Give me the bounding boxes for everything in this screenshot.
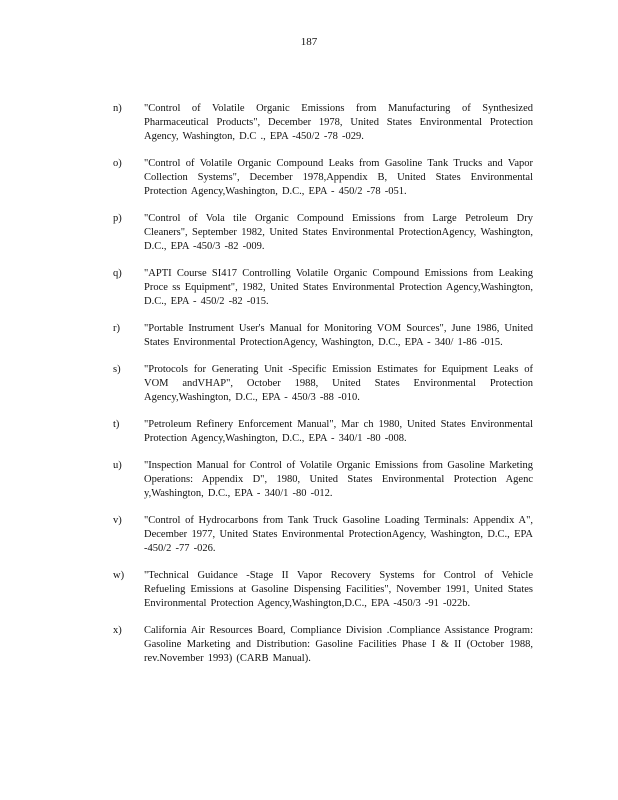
reference-item	[113, 418, 533, 446]
reference-text: "Inspection Manual for Control of Volatile Organic Emissions from Gasoline Marketing Operations: Appendix D", 1980, United States Environmental Protection Agenc y,Washington, D.C., EPA - 340/1 -80 -012.	[144, 460, 533, 499]
reference-text: "Petroleum Refinery Enforcement Manual", Mar ch 1980, United States Environmental Protection Agency,Washington, D.C., EPA - 340/1 -80 -008.	[144, 419, 533, 444]
reference-text: "Control of Vola tile Organic Compound Emissions from Large Petroleum Dry Cleaners", September 1982, United States Environmental ProtectionAgency, Washington, D.C., EPA -450/3 -82 -009.	[144, 213, 533, 252]
reference-item	[113, 322, 533, 350]
reference-label: o)	[113, 158, 122, 169]
reference-text: "APTI Course SI417 Controlling Volatile Organic Compound Emissions from Leaking Proce ss Equipment", 1982, United States Environmental Protection Agency,Washington, D.C., EPA - 450/2 -82 -015.	[144, 268, 533, 307]
reference-label: p)	[113, 213, 122, 224]
reference-item	[113, 157, 533, 199]
reference-label: q)	[113, 268, 122, 279]
reference-label: w)	[113, 570, 125, 581]
reference-label: t)	[113, 419, 120, 430]
reference-item	[113, 363, 533, 405]
reference-label: s)	[113, 364, 121, 375]
reference-text: California Air Resources Board, Compliance Division .Compliance Assistance Program: Gasoline Marketing and Distribution: Gasoline Facilities Phase I & II (October 1988, rev.November 1993) (CARB Manual).	[144, 625, 533, 664]
reference-text: "Protocols for Generating Unit -Specific Emission Estimates for Equipment Leaks of VOM andVHAP", October 1988, United States Environmental Protection Agency,Washington, D.C., EPA - 450/3 -88 -010.	[144, 364, 533, 403]
page-number: 187	[300, 36, 318, 48]
reference-text: "Technical Guidance -Stage II Vapor Recovery Systems for Control of Vehicle Refueling Emissions at Gasoline Dispensing Facilities", November 1991, United States Environmental Protection Agency,Washington,D.C., EPA -450/3 -91 -022b.	[144, 570, 533, 609]
reference-label: u)	[113, 460, 122, 471]
reference-item	[113, 624, 533, 666]
reference-item	[113, 267, 533, 309]
reference-text: "Control of Volatile Organic Emissions from Manufacturing of Synthesized Pharmaceutical Products", December 1978, United States Environmental Protection Agency, Washington, D.C ., EPA -450/2 -78 -029.	[144, 103, 533, 142]
reference-text: "Control of Hydrocarbons from Tank Truck Gasoline Loading Terminals: Appendix A", December 1977, United States Environmental ProtectionAgency, Washington, D.C., EPA -450/2 -77 -026.	[144, 515, 533, 554]
reference-item	[113, 569, 533, 611]
reference-label: n)	[113, 103, 122, 114]
reference-item	[113, 459, 533, 501]
reference-text: "Portable Instrument User's Manual for Monitoring VOM Sources", June 1986, United States Environmental ProtectionAgency, Washington, D.C., EPA - 340/ 1-86 -015.	[144, 323, 533, 348]
reference-item	[113, 102, 533, 144]
reference-list	[113, 102, 533, 679]
reference-label: v)	[113, 515, 122, 526]
reference-label: x)	[113, 625, 122, 636]
reference-label: r)	[113, 323, 120, 334]
reference-text: "Control of Volatile Organic Compound Leaks from Gasoline Tank Trucks and Vapor Collection Systems", December 1978,Appendix B, United States Environmental Protection Agency,Washington, D.C., EPA - 450/2 -78 -051.	[144, 158, 533, 197]
reference-item	[113, 514, 533, 556]
reference-item	[113, 212, 533, 254]
